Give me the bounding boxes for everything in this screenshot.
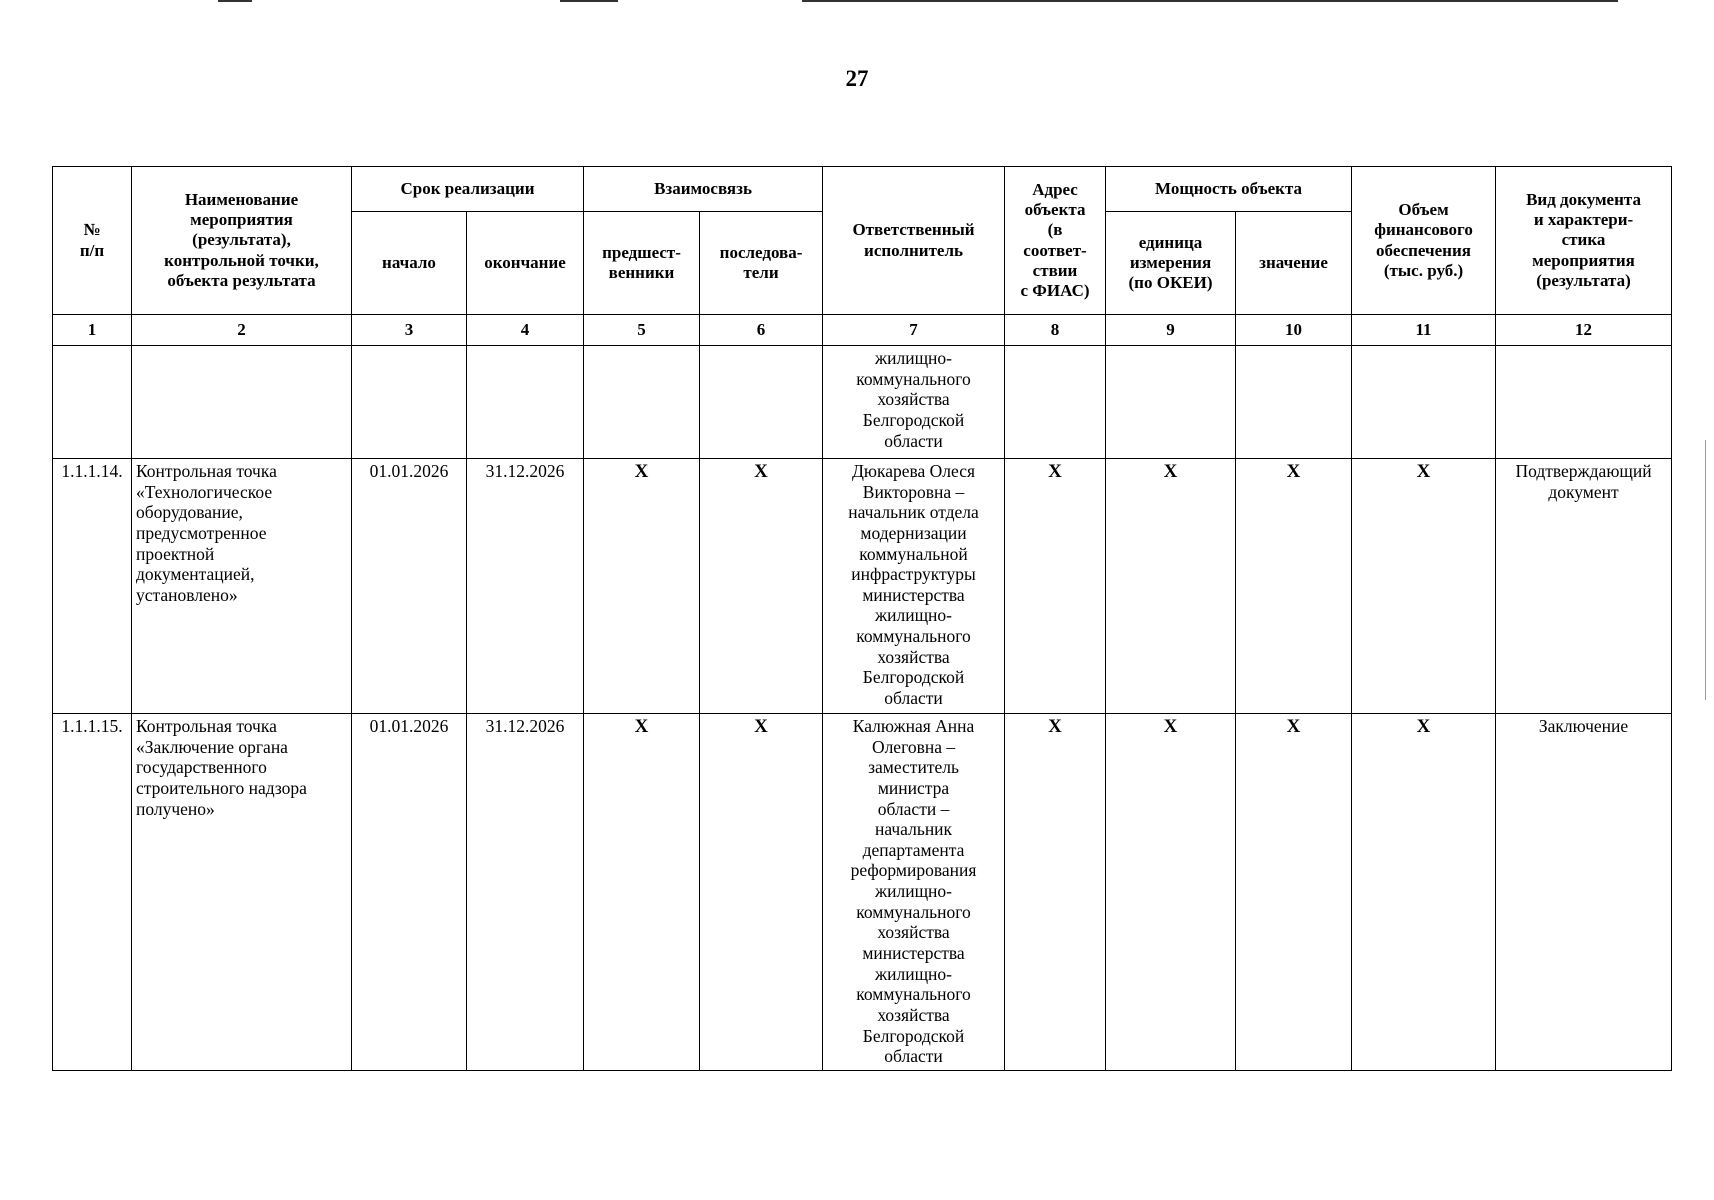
cell-unit: X: [1106, 714, 1236, 1071]
header-period-end: окончание: [467, 212, 584, 315]
cell-name: Контрольная точка «Заключение органа государственного строительного надзора получено»: [132, 714, 352, 1071]
cell-doc-type: Подтверждающий документ: [1496, 459, 1672, 714]
cell-empty: [1236, 346, 1352, 459]
column-number: 8: [1005, 315, 1106, 346]
header-doc-type: Вид документа и характери- стика мероприятия (результата): [1496, 167, 1672, 315]
cell-responsible: Дюкарева Олеся Викторовна – начальник отдела модернизации коммунальной инфраструктуры министерства жилищно- коммунального хозяйства Белгородской области: [823, 459, 1005, 714]
column-number: 7: [823, 315, 1005, 346]
header-capacity-unit: единица измерения (по ОКЕИ): [1106, 212, 1236, 315]
cell-empty: [352, 346, 467, 459]
cell-value: X: [1236, 714, 1352, 1071]
header-capacity-group: Мощность объекта: [1106, 167, 1352, 212]
column-number: 6: [700, 315, 823, 346]
column-number: 11: [1352, 315, 1496, 346]
table-header: [53, 167, 1672, 346]
cell-finance: X: [1352, 459, 1496, 714]
header-responsible: Ответственный исполнитель: [823, 167, 1005, 315]
cell-doc-type: Заключение: [1496, 714, 1672, 1071]
cell-number: 1.1.1.15.: [53, 714, 132, 1071]
cell-empty: [1106, 346, 1236, 459]
column-number: 1: [53, 315, 132, 346]
cell-address: X: [1005, 459, 1106, 714]
header-number: № п/п: [53, 167, 132, 315]
column-number: 12: [1496, 315, 1672, 346]
header-address: Адрес объекта (в соответ- ствии с ФИАС): [1005, 167, 1106, 315]
cell-number: 1.1.1.14.: [53, 459, 132, 714]
column-number: 3: [352, 315, 467, 346]
cell-empty: [1005, 346, 1106, 459]
column-numbers-row: [53, 315, 1672, 346]
header-relation-succ: последова- тели: [700, 212, 823, 315]
header-capacity-value: значение: [1236, 212, 1352, 315]
column-number: 2: [132, 315, 352, 346]
cell-successors: X: [700, 714, 823, 1071]
header-period-start: начало: [352, 212, 467, 315]
column-number: 10: [1236, 315, 1352, 346]
plan-table: [52, 166, 1672, 1071]
cell-start-date: 01.01.2026: [352, 459, 467, 714]
page-number: 27: [845, 66, 869, 91]
cell-responsible: Калюжная Анна Олеговна – заместитель министра области – начальник департамента реформирования жилищно- коммунального хозяйства министерства жилищно- коммунального хозяйства Белгородской области: [823, 714, 1005, 1071]
header-finance: Объем финансового обеспечения (тыс. руб.): [1352, 167, 1496, 315]
cell-empty: [53, 346, 132, 459]
cell-start-date: 01.01.2026: [352, 714, 467, 1071]
cell-name: Контрольная точка «Технологическое оборудование, предусмотренное проектной документацией, установлено»: [132, 459, 352, 714]
cell-value: X: [1236, 459, 1352, 714]
cell-predecessors: X: [584, 459, 700, 714]
column-number: 9: [1106, 315, 1236, 346]
column-number: 4: [467, 315, 584, 346]
cell-empty: [467, 346, 584, 459]
cell-address: X: [1005, 714, 1106, 1071]
table-row: [53, 459, 1672, 714]
cell-predecessors: X: [584, 714, 700, 1071]
cell-empty: [700, 346, 823, 459]
scan-right-edge: [1705, 440, 1706, 700]
cell-end-date: 31.12.2026: [467, 714, 584, 1071]
cell-successors: X: [700, 459, 823, 714]
cell-end-date: 31.12.2026: [467, 459, 584, 714]
cell-finance: X: [1352, 714, 1496, 1071]
cell-empty: [1496, 346, 1672, 459]
header-relation-pred: предшест- венники: [584, 212, 700, 315]
cell-unit: X: [1106, 459, 1236, 714]
cell-responsible-continuation: жилищно- коммунального хозяйства Белгородской области: [823, 346, 1005, 459]
table-row-continuation: [53, 346, 1672, 459]
cell-empty: [132, 346, 352, 459]
table-row: [53, 714, 1672, 1071]
column-number: 5: [584, 315, 700, 346]
cell-empty: [1352, 346, 1496, 459]
header-period-group: Срок реализации: [352, 167, 584, 212]
header-name: Наименование мероприятия (результата), контрольной точки, объекта результата: [132, 167, 352, 315]
cell-empty: [584, 346, 700, 459]
top-scan-rule-right: [802, 0, 1618, 2]
table-body: [53, 346, 1672, 1071]
top-scan-rule-middle: [560, 0, 618, 2]
header-relation-group: Взаимосвязь: [584, 167, 823, 212]
top-scan-rule-left: [218, 0, 252, 2]
